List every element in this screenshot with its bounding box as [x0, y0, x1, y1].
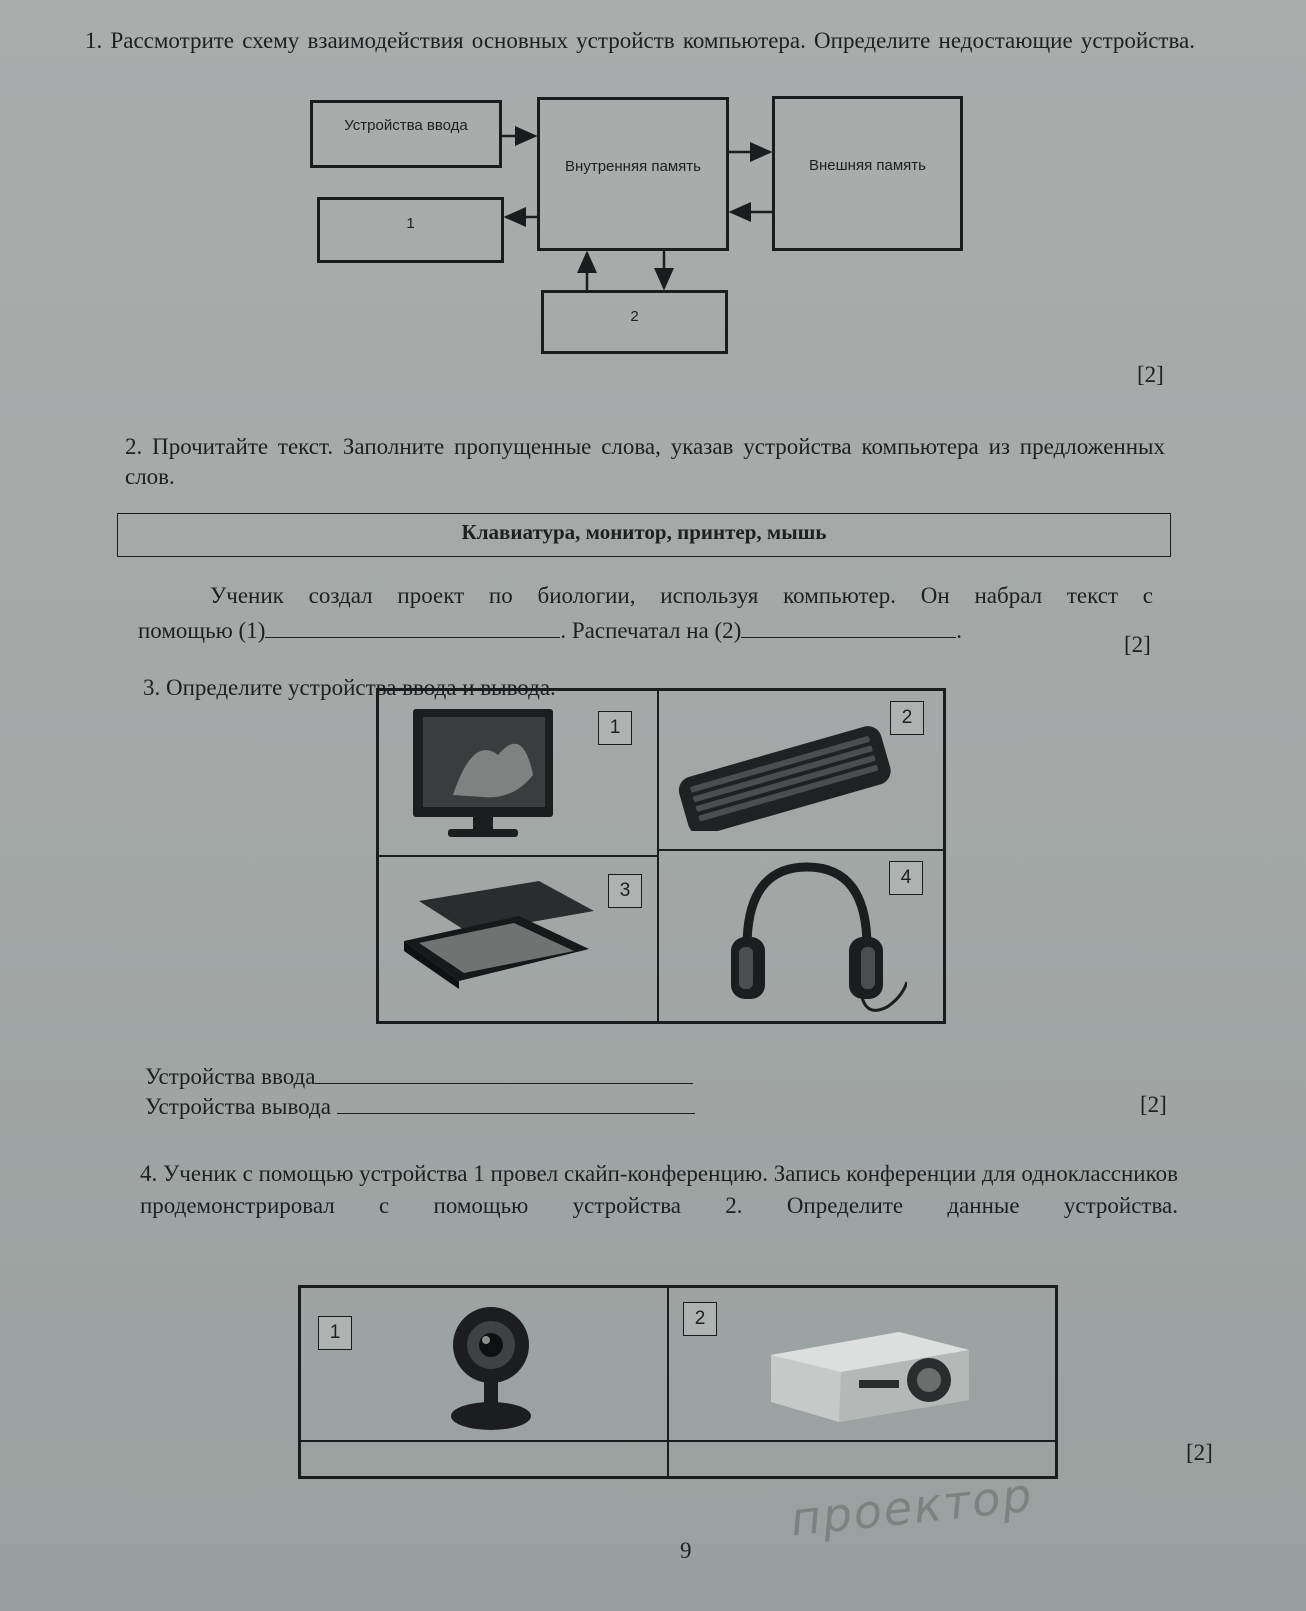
q3-input-blank[interactable] — [315, 1065, 693, 1084]
diagram-internal-memory: Внутренняя память — [537, 97, 729, 251]
handwritten-answer: проектор — [787, 1467, 1036, 1547]
q3-output-blank[interactable] — [337, 1095, 695, 1114]
webcam-icon — [436, 1300, 546, 1440]
q2-score: [2] — [1124, 632, 1151, 657]
page-number: 9 — [680, 1538, 692, 1563]
q2-paragraph-line2: помощью (1) . Распечатал на (2) . — [138, 618, 963, 643]
q3-cell-3 — [378, 856, 658, 1022]
q3-device-grid — [376, 688, 946, 1024]
q4-text: 4. Ученик с помощью устройства 1 провел скайп-конференцию. Запись конференции для одноклассников продемонстрировал с помощью устройства 2. Определите данные устройства. — [140, 1161, 1178, 1218]
q2-blank-2[interactable] — [741, 619, 956, 638]
q2-paragraph-line1: Ученик создал проект по биологии, используя компьютер. Он набрал текст с — [210, 583, 1153, 608]
q3-input-answer-row: Устройства ввода — [145, 1062, 693, 1092]
q3-label-3: 3 — [608, 874, 642, 908]
diagram-input-devices: Устройства ввода — [310, 100, 502, 168]
keyboard-icon — [667, 711, 897, 831]
q3-label-4: 4 — [889, 861, 923, 895]
q4-score: [2] — [1186, 1440, 1213, 1465]
q3-cell-4 — [658, 850, 944, 1022]
q3-label-1: 1 — [598, 711, 632, 745]
q3-cell-1 — [378, 690, 658, 856]
q4-cell-1 — [300, 1287, 668, 1441]
diagram-arrows — [0, 0, 1306, 400]
q4-answer-cell-1[interactable] — [300, 1441, 668, 1477]
q2-text: 2. Прочитайте текст. Заполните пропущенные слова, указав устройства компьютера из предложенных слов. — [125, 434, 1165, 489]
q1-text: 1. Рассмотрите схему взаимодействия основных устройств компьютера. Определите недостающие устройства. — [85, 28, 1195, 53]
q2-blank-1[interactable] — [265, 619, 560, 638]
q3-label-2: 2 — [890, 701, 924, 735]
q3-output-answer-row: Устройства вывода — [145, 1092, 695, 1122]
diagram-blank-2: 2 — [541, 290, 728, 354]
q3-score: [2] — [1140, 1092, 1167, 1117]
diagram-blank-1: 1 — [317, 197, 504, 263]
q4-cell-2 — [668, 1287, 1056, 1441]
monitor-icon — [403, 705, 573, 845]
q2-word-bank: Клавиатура, монитор, принтер, мышь — [117, 513, 1171, 557]
q1-score: [2] — [1137, 362, 1164, 387]
headphones-icon — [717, 857, 907, 1017]
q3-cell-2 — [658, 690, 944, 850]
q3-text: 3. Определите устройства ввода и вывода. — [143, 675, 556, 700]
q4-label-1: 1 — [318, 1316, 352, 1350]
q4-label-2: 2 — [683, 1302, 717, 1336]
q4-device-table — [298, 1285, 1058, 1479]
diagram-external-memory: Внешняя память — [772, 96, 963, 251]
scanner-icon — [389, 871, 599, 991]
projector-icon — [759, 1310, 979, 1430]
